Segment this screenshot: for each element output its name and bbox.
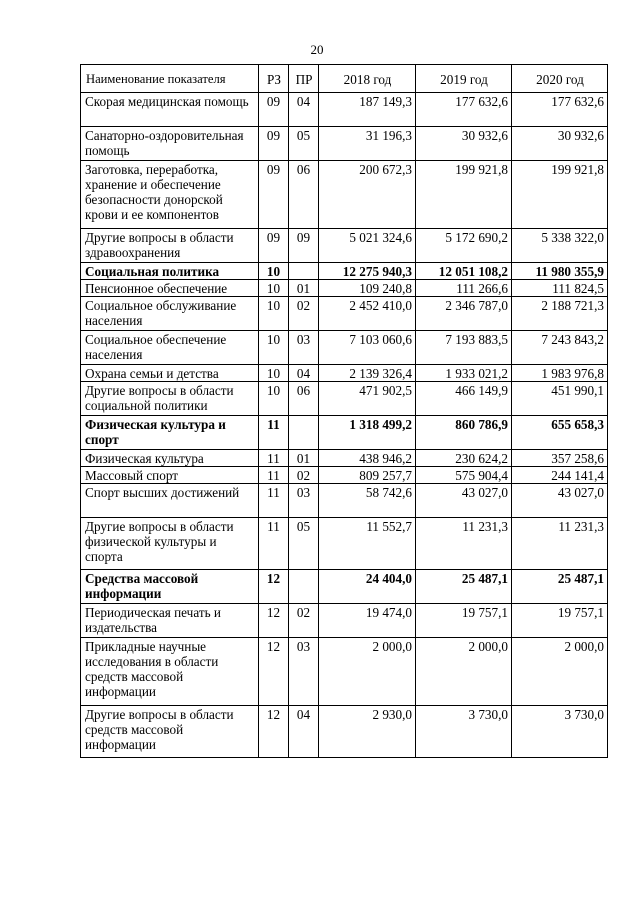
- cell-name: Другие вопросы в области средств массовой информации: [81, 706, 259, 758]
- cell-pr: 03: [289, 331, 319, 365]
- cell-y2019: 2 346 787,0: [416, 297, 512, 331]
- cell-y2018: 200 672,3: [319, 161, 416, 229]
- cell-y2018: 471 902,5: [319, 382, 416, 416]
- cell-y2020: 1 983 976,8: [512, 365, 608, 382]
- cell-pr: [289, 263, 319, 280]
- cell-y2018: 58 742,6: [319, 484, 416, 518]
- cell-rz: 09: [259, 161, 289, 229]
- table-row: [81, 297, 608, 331]
- cell-y2020: 30 932,6: [512, 127, 608, 161]
- cell-y2018: 31 196,3: [319, 127, 416, 161]
- cell-y2018: 1 318 499,2: [319, 416, 416, 450]
- cell-y2018: 438 946,2: [319, 450, 416, 467]
- table-row: [81, 93, 608, 127]
- header-rz: РЗ: [259, 65, 289, 93]
- cell-pr: 02: [289, 297, 319, 331]
- cell-pr: 01: [289, 280, 319, 297]
- cell-y2020: 244 141,4: [512, 467, 608, 484]
- cell-name: Периодическая печать и издательства: [81, 604, 259, 638]
- cell-y2020: 3 730,0: [512, 706, 608, 758]
- cell-rz: 09: [259, 229, 289, 263]
- table-row: [81, 127, 608, 161]
- cell-y2019: 466 149,9: [416, 382, 512, 416]
- cell-y2020: 655 658,3: [512, 416, 608, 450]
- cell-y2020: 357 258,6: [512, 450, 608, 467]
- cell-pr: 05: [289, 127, 319, 161]
- cell-y2019: 1 933 021,2: [416, 365, 512, 382]
- table-row: [81, 706, 608, 758]
- header-2018: 2018 год: [319, 65, 416, 93]
- cell-y2020: 5 338 322,0: [512, 229, 608, 263]
- cell-name: Социальное обеспечение населения: [81, 331, 259, 365]
- cell-y2018: 109 240,8: [319, 280, 416, 297]
- header-2019: 2019 год: [416, 65, 512, 93]
- cell-y2018: 7 103 060,6: [319, 331, 416, 365]
- page-number: 20: [310, 42, 324, 57]
- cell-y2018: 5 021 324,6: [319, 229, 416, 263]
- cell-name: Спорт высших достижений: [81, 484, 259, 518]
- cell-rz: 12: [259, 638, 289, 706]
- cell-y2019: 2 000,0: [416, 638, 512, 706]
- cell-y2020: 43 027,0: [512, 484, 608, 518]
- budget-table: [80, 64, 608, 758]
- table-row: [81, 450, 608, 467]
- cell-pr: 03: [289, 638, 319, 706]
- cell-rz: 11: [259, 484, 289, 518]
- cell-name: Физическая культура: [81, 450, 259, 467]
- cell-pr: 04: [289, 365, 319, 382]
- table-row: [81, 331, 608, 365]
- cell-y2020: 25 487,1: [512, 570, 608, 604]
- cell-y2019: 860 786,9: [416, 416, 512, 450]
- table-row: [81, 638, 608, 706]
- table-row: [81, 382, 608, 416]
- table-row: [81, 484, 608, 518]
- cell-rz: 10: [259, 297, 289, 331]
- cell-y2020: 111 824,5: [512, 280, 608, 297]
- cell-rz: 11: [259, 467, 289, 484]
- cell-y2019: 111 266,6: [416, 280, 512, 297]
- cell-rz: 10: [259, 263, 289, 280]
- cell-rz: 12: [259, 706, 289, 758]
- cell-y2018: 2 000,0: [319, 638, 416, 706]
- table-row: [81, 365, 608, 382]
- cell-pr: [289, 416, 319, 450]
- cell-name: Заготовка, переработка, хранение и обеспечение безопасности донорской крови и ее компонентов: [81, 161, 259, 229]
- cell-pr: 06: [289, 382, 319, 416]
- table-row: [81, 280, 608, 297]
- cell-y2018: 24 404,0: [319, 570, 416, 604]
- cell-name: Санаторно-оздоровительная помощь: [81, 127, 259, 161]
- cell-rz: 12: [259, 570, 289, 604]
- cell-y2019: 5 172 690,2: [416, 229, 512, 263]
- cell-y2018: 11 552,7: [319, 518, 416, 570]
- cell-y2019: 575 904,4: [416, 467, 512, 484]
- cell-y2020: 19 757,1: [512, 604, 608, 638]
- cell-y2020: 451 990,1: [512, 382, 608, 416]
- cell-name: Охрана семьи и детства: [81, 365, 259, 382]
- cell-name: Скорая медицинская помощь: [81, 93, 259, 127]
- cell-rz: 10: [259, 365, 289, 382]
- cell-rz: 11: [259, 416, 289, 450]
- cell-y2019: 19 757,1: [416, 604, 512, 638]
- cell-y2019: 3 730,0: [416, 706, 512, 758]
- cell-y2019: 25 487,1: [416, 570, 512, 604]
- cell-y2020: 11 980 355,9: [512, 263, 608, 280]
- table-row: [81, 229, 608, 263]
- table-row: [81, 570, 608, 604]
- cell-rz: 11: [259, 518, 289, 570]
- cell-pr: 05: [289, 518, 319, 570]
- cell-pr: [289, 570, 319, 604]
- cell-name: Пенсионное обеспечение: [81, 280, 259, 297]
- cell-y2019: 7 193 883,5: [416, 331, 512, 365]
- cell-y2019: 177 632,6: [416, 93, 512, 127]
- cell-rz: 10: [259, 280, 289, 297]
- cell-y2019: 43 027,0: [416, 484, 512, 518]
- cell-pr: 02: [289, 604, 319, 638]
- table-row: [81, 263, 608, 280]
- cell-y2019: 11 231,3: [416, 518, 512, 570]
- table-row: [81, 416, 608, 450]
- cell-y2020: 11 231,3: [512, 518, 608, 570]
- cell-rz: 10: [259, 382, 289, 416]
- cell-y2018: 809 257,7: [319, 467, 416, 484]
- cell-name: Физическая культура и спорт: [81, 416, 259, 450]
- table-row: [81, 161, 608, 229]
- cell-pr: 04: [289, 706, 319, 758]
- cell-pr: 04: [289, 93, 319, 127]
- cell-y2020: 2 000,0: [512, 638, 608, 706]
- cell-pr: 02: [289, 467, 319, 484]
- cell-y2019: 12 051 108,2: [416, 263, 512, 280]
- budget-table-container: [80, 64, 608, 758]
- cell-y2018: 2 452 410,0: [319, 297, 416, 331]
- header-name: Наименование показателя: [81, 65, 259, 93]
- cell-pr: 01: [289, 450, 319, 467]
- header-row: [81, 65, 608, 93]
- cell-rz: 09: [259, 127, 289, 161]
- cell-rz: 12: [259, 604, 289, 638]
- cell-name: Прикладные научные исследования в области средств массовой информации: [81, 638, 259, 706]
- cell-y2018: 19 474,0: [319, 604, 416, 638]
- cell-y2020: 7 243 843,2: [512, 331, 608, 365]
- cell-y2020: 177 632,6: [512, 93, 608, 127]
- cell-pr: 03: [289, 484, 319, 518]
- header-2020: 2020 год: [512, 65, 608, 93]
- cell-pr: 09: [289, 229, 319, 263]
- table-row: [81, 518, 608, 570]
- cell-rz: 09: [259, 93, 289, 127]
- cell-name: Социальная политика: [81, 263, 259, 280]
- cell-name: Средства массовой информации: [81, 570, 259, 604]
- header-pr: ПР: [289, 65, 319, 93]
- cell-y2018: 187 149,3: [319, 93, 416, 127]
- cell-y2019: 230 624,2: [416, 450, 512, 467]
- table-row: [81, 604, 608, 638]
- table-row: [81, 467, 608, 484]
- cell-y2018: 2 139 326,4: [319, 365, 416, 382]
- cell-y2018: 2 930,0: [319, 706, 416, 758]
- cell-name: Массовый спорт: [81, 467, 259, 484]
- cell-y2020: 2 188 721,3: [512, 297, 608, 331]
- cell-y2019: 30 932,6: [416, 127, 512, 161]
- cell-rz: 11: [259, 450, 289, 467]
- cell-pr: 06: [289, 161, 319, 229]
- cell-name: Другие вопросы в области физической культуры и спорта: [81, 518, 259, 570]
- cell-y2019: 199 921,8: [416, 161, 512, 229]
- cell-rz: 10: [259, 331, 289, 365]
- cell-name: Другие вопросы в области социальной политики: [81, 382, 259, 416]
- cell-name: Другие вопросы в области здравоохранения: [81, 229, 259, 263]
- cell-name: Социальное обслуживание населения: [81, 297, 259, 331]
- cell-y2018: 12 275 940,3: [319, 263, 416, 280]
- cell-y2020: 199 921,8: [512, 161, 608, 229]
